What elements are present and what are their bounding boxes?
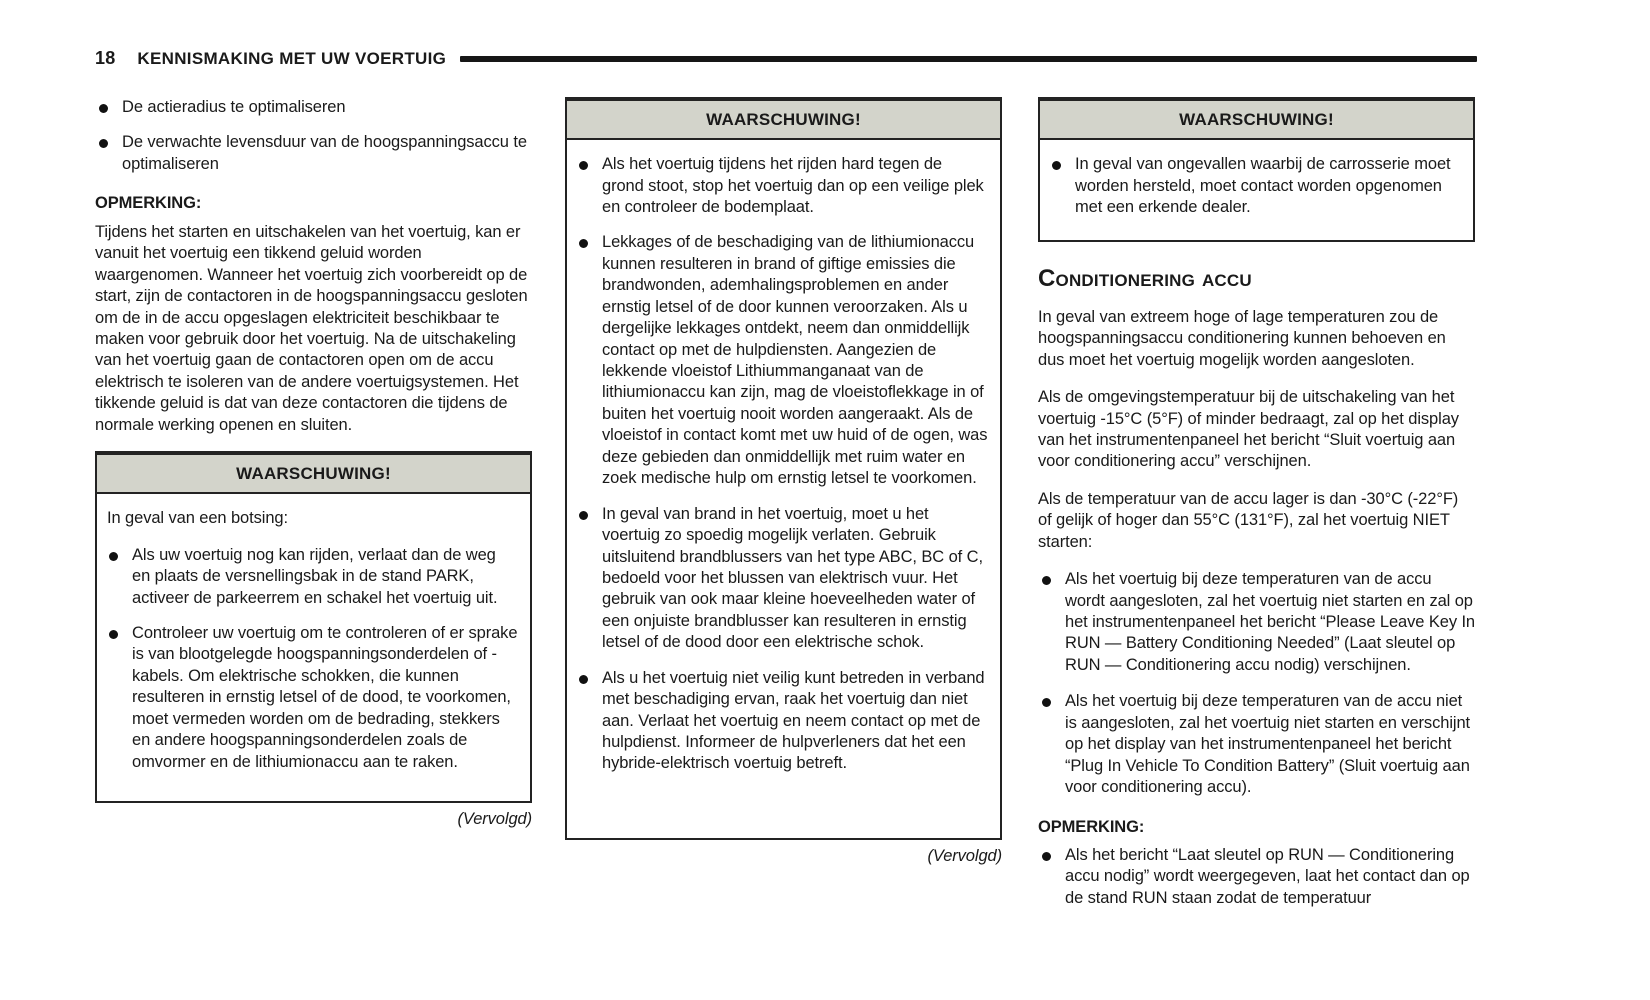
warning-box-body xyxy=(567,140,1000,797)
note-heading: OPMERKING: xyxy=(95,194,202,213)
body-paragraph: In geval van extreem hoge of lage temperaturen zou de hoogspanningsaccu conditionering kunnen behoeven en dus moet het voertuig mogelijk worden aangesloten. xyxy=(1038,307,1446,369)
warning-box xyxy=(95,451,532,803)
section-heading: Conditionering accu xyxy=(1038,265,1252,293)
list-item xyxy=(95,97,532,118)
bullet-icon xyxy=(579,675,588,684)
list-item xyxy=(1038,691,1475,798)
list-item-text: Als uw voertuig nog kan rijden, verlaat dan de weg en plaats de versnellingsbak in de stand PARK, activeer de parkeerrem en schakel het voertuig uit. xyxy=(132,545,498,607)
warning-box xyxy=(565,97,1002,840)
list-item xyxy=(107,623,518,773)
note-paragraph: Tijdens het starten en uitschakelen van het voertuig, kan er vanuit het voertuig een tikkend geluid worden waargenomen. Wanneer het voertuig zich voorbereidt op de start, zijn de contactoren in de hoogspanningsaccu gesloten om de in de accu opgeslagen elektriciteit beschikbaar te maken voor gebruik door het voertuig. Na de uitschakeling van het voertuig gaan de contactoren open om de accu elektrisch te isoleren van de andere voertuigsystemen. Het tikkende geluid is dat van deze contactoren die tijdens de normale werking openen en sluiten. xyxy=(95,222,528,434)
list-item xyxy=(107,545,518,609)
bullet-icon xyxy=(1042,852,1051,861)
continued-marker: (Vervolgd) xyxy=(457,810,532,829)
body-paragraph: Als de omgevingstemperatuur bij de uitschakeling van het voertuig -15°C (5°F) of minder bedraagt, zal op het display van het instrumentenpaneel het bericht “Sluit voertuig aan voor conditionering accu” verschijnen. xyxy=(1038,388,1459,471)
warning-box-body xyxy=(1040,140,1473,240)
continued-marker: (Vervolgd) xyxy=(927,847,1002,865)
list-item xyxy=(577,504,988,654)
warning-intro: In geval van een botsing: xyxy=(107,509,288,528)
list-item-text: Lekkages of de beschadiging van de lithiumionaccu kunnen resulteren in brand of giftige emissies die brandwonden, ademhalingsproblemen en ander ernstig letsel of de door kunnen veroorzaken. Als u dergelijke lekkages ontdekt, neem dan onmiddellijk contact op met de hulpdiensten. Aangezien de lekkende vloeistof Lithiummanganaat van de lithiumionaccu kan zijn, mag de vloeistoflekkage in of buiten het voertuig nooit worden aangeraakt. Als de vloeistof in contact komt met uw huid of de ogen, was deze gebieden dan onmiddellijk met ruim water en zoek medische hulp om ernstig letsel te voorkomen. xyxy=(602,233,988,488)
list-item xyxy=(1038,569,1475,676)
list-item-text: De verwachte levensduur van de hoogspanningsaccu te optimaliseren xyxy=(122,133,527,173)
warning-box xyxy=(1038,97,1475,242)
column-2 xyxy=(565,97,1002,867)
warning-box-title: WAARSCHUWING! xyxy=(97,455,530,494)
intro-bullet-list xyxy=(95,97,532,175)
bullet-icon xyxy=(99,139,108,148)
column-1 xyxy=(95,97,532,831)
body-paragraph: Als de temperatuur van de accu lager is dan -30°C (-22°F) of gelijk of hoger dan 55°C (131°F), zal het voertuig NIET starten: xyxy=(1038,489,1459,551)
list-item-text: In geval van brand in het voertuig, moet u het voertuig zo spoedig mogelijk verlaten. Gebruik uitsluitend brandblussers van het type ABC, BC of C, bedoeld voor het blussen van elektrisch vuur. Het gebruik van ook maar kleine hoeveelheden water of een onjuiste brandblusser kan resulteren in ernstig letsel of de dood door een elektrische schok. xyxy=(602,504,983,652)
bullet-icon xyxy=(109,552,118,561)
bullet-icon xyxy=(1042,698,1051,707)
list-item-text: Als het voertuig bij deze temperaturen van de accu niet is aangesloten, zal het voertuig niet starten en verschijnt op het display van het instrumentenpaneel het bericht “Plug In Vehicle To Condition Battery” (Sluit voertuig aan voor conditionering accu). xyxy=(1065,692,1471,797)
list-item-text: In geval van ongevallen waarbij de carrosserie moet worden hersteld, moet contact worden opgenomen met een erkende dealer. xyxy=(1075,155,1451,216)
bullet-icon xyxy=(579,161,588,170)
page-number: 18 xyxy=(95,48,116,68)
list-item xyxy=(577,232,988,489)
bullet-icon xyxy=(99,104,108,113)
warning-box-title: WAARSCHUWING! xyxy=(1040,101,1473,140)
note-bullet-list xyxy=(1038,845,1475,909)
page-header xyxy=(95,48,1477,69)
bullet-icon xyxy=(1052,161,1061,170)
bullet-icon xyxy=(1042,576,1051,585)
column-3 xyxy=(1038,97,1475,924)
bullet-icon xyxy=(579,511,588,520)
list-item-text: Controleer uw voertuig om te controleren of er sprake is van blootgelegde hoogspanningsonderdelen of -kabels. Om elektrische schokken, die kunnen resulteren in ernstig letsel of de dood, te voorkomen, moet vermeden worden om de bedrading, stekkers en andere hoogspanningsonderdelen zoals de omvormer en de lithiumionaccu aan te raken. xyxy=(132,623,518,771)
warning-box-title: WAARSCHUWING! xyxy=(567,101,1000,140)
list-item-text: Als het voertuig tijdens het rijden hard tegen de grond stoot, stop het voertuig dan op een veilige plek en controleer de bodemplaat. xyxy=(602,155,984,216)
list-item-text: Als u het voertuig niet veilig kunt betreden in verband met beschadiging ervan, raak het voertuig dan niet aan. Verlaat het voertuig en neem contact op met de hulpdienst. Informeer de hulpverleners dat het een hybride-elektrisch voertuig betreft. xyxy=(602,668,985,773)
list-item xyxy=(95,132,532,175)
page-title: KENNISMAKING MET UW VOERTUIG xyxy=(137,48,447,68)
list-item xyxy=(1038,845,1475,909)
body-bullet-list xyxy=(1038,569,1475,798)
list-item-text: Als het voertuig bij deze temperaturen van de accu wordt aangesloten, zal het voertuig niet starten en zal op het instrumentenpaneel het bericht “Please Leave Key In RUN — Battery Conditioning Needed” (Laat sleutel op RUN — Conditionering accu nodig) verschijnen. xyxy=(1065,570,1476,674)
note-heading: OPMERKING: xyxy=(1038,817,1145,836)
list-item xyxy=(577,154,988,218)
header-rule xyxy=(460,56,1477,62)
list-item xyxy=(577,668,988,775)
warning-box-body xyxy=(97,494,530,795)
bullet-icon xyxy=(109,630,118,639)
list-item-text: De actieradius te optimaliseren xyxy=(122,98,346,116)
bullet-icon xyxy=(579,239,588,248)
list-item xyxy=(1050,154,1461,218)
list-item-text: Als het bericht “Laat sleutel op RUN — Conditionering accu nodig” wordt weergegeven, laat het contact dan op de stand RUN staan zodat de temperatuur xyxy=(1065,845,1470,907)
